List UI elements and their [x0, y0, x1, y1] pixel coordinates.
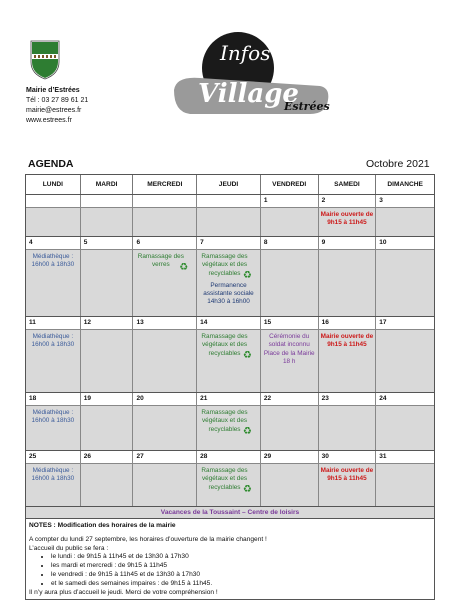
date-number: 25	[26, 451, 81, 463]
event-text: Médiathèque : 16h00 à 18h30	[31, 253, 75, 269]
day-cell	[319, 208, 377, 236]
date-number	[197, 195, 261, 207]
date-number: 29	[261, 451, 319, 463]
day-cell	[261, 406, 319, 450]
week-date-row	[26, 237, 434, 250]
day-cell	[376, 464, 434, 506]
day-cell	[319, 330, 377, 392]
day-cell	[133, 464, 197, 506]
week-events-row	[26, 330, 434, 392]
event-text: Ramassage des végétaux et des recyclables	[201, 467, 248, 491]
day-cell	[197, 250, 261, 316]
date-number: 14	[197, 317, 261, 329]
date-number: 18	[26, 393, 81, 405]
event-text: Mairie ouverte de 9h15 à 11h45	[320, 211, 374, 227]
day-cell	[376, 208, 434, 236]
calendar-week	[25, 236, 435, 316]
day-cell	[81, 208, 134, 236]
date-number: 28	[197, 451, 261, 463]
infos-village-logo	[170, 28, 330, 128]
date-number	[26, 195, 81, 207]
date-number: 6	[133, 237, 197, 249]
date-number: 20	[133, 393, 197, 405]
date-number: 21	[197, 393, 261, 405]
notes-hours-item: • et le samedi des semaines impaires : de 9h15 à 11h45.	[51, 580, 431, 589]
day-header-mardi: MARDI	[81, 175, 134, 194]
agenda-title: AGENDA	[28, 158, 74, 170]
recycle-icon: ♻	[242, 349, 252, 361]
day-cell	[81, 406, 134, 450]
date-number: 10	[376, 237, 434, 249]
event-text: Mairie ouverte de 9h15 à 11h45	[320, 333, 374, 349]
event-text: Mairie ouverte de 9h15 à 11h45	[320, 467, 374, 483]
day-cell	[81, 250, 134, 316]
day-cell	[376, 406, 434, 450]
week-events-row	[26, 464, 434, 506]
date-number: 11	[26, 317, 81, 329]
notes-intro-2: L’accueil du public se fera :	[29, 544, 109, 552]
day-cell	[376, 330, 434, 392]
notes-intro-1: A compter du lundi 27 septembre, les horaires d’ouverture de la mairie changent !	[29, 535, 267, 543]
week-events-row	[26, 250, 434, 316]
day-header-dimanche: DIMANCHE	[376, 175, 434, 194]
calendar-grid	[25, 174, 435, 600]
day-cell	[26, 250, 81, 316]
calendar-week	[25, 450, 435, 506]
event-text: Ramassage des verres	[137, 253, 184, 269]
week-date-row	[26, 393, 434, 406]
date-number: 17	[376, 317, 434, 329]
week-date-row	[26, 195, 434, 208]
notes-hours-item: • le vendredi : de 9h15 à 11h45 et de 13h30 à 17h30	[51, 571, 431, 580]
date-number: 24	[376, 393, 434, 405]
mairie-contact-block	[26, 86, 88, 126]
calendar-week	[25, 194, 435, 236]
date-number: 4	[26, 237, 81, 249]
day-cell	[133, 250, 197, 316]
day-cell	[26, 330, 81, 392]
date-number: 3	[376, 195, 434, 207]
event-text: Ramassage des végétaux et des recyclables	[201, 333, 248, 357]
day-cell	[197, 330, 261, 392]
calendar-weeks	[25, 194, 435, 506]
calendar-week	[25, 392, 435, 450]
notes-hours-item: • les mardi et mercredi : de 9h15 à 11h45	[51, 562, 431, 571]
date-number: 30	[319, 451, 377, 463]
event-text: Permanence assistante sociale 14h30 à 16h00	[203, 281, 254, 306]
notes-hours-item: • le lundi : de 9h15 à 11h45 et de 13h30 à 17h30	[51, 553, 431, 562]
date-number: 26	[81, 451, 134, 463]
agenda-month: Octobre 2021	[366, 158, 430, 170]
recycle-icon: ♻	[179, 261, 189, 273]
day-header-samedi: SAMEDI	[319, 175, 377, 194]
mairie-email[interactable]: mairie@estrees.fr	[26, 107, 82, 114]
recycle-icon: ♻	[242, 269, 252, 281]
day-cell	[81, 464, 134, 506]
notes-box	[25, 518, 435, 600]
date-number: 7	[197, 237, 261, 249]
day-header-mercredi: MERCREDI	[133, 175, 197, 194]
event-text: Médiathèque : 16h00 à 18h30	[31, 467, 75, 483]
logo-infos-text: Infos	[220, 41, 271, 65]
event-text: Médiathèque : 16h00 à 18h30	[31, 409, 75, 425]
day-cell	[319, 250, 377, 316]
day-cell	[261, 330, 319, 392]
date-number: 5	[81, 237, 134, 249]
logo-village-text: Village	[198, 79, 299, 109]
week-events-row	[26, 208, 434, 236]
day-cell	[376, 250, 434, 316]
date-number: 19	[81, 393, 134, 405]
logo-estrees-text: Estrées	[284, 100, 330, 113]
day-cell	[133, 208, 197, 236]
day-cell	[197, 208, 261, 236]
date-number: 22	[261, 393, 319, 405]
day-cell	[319, 406, 377, 450]
day-cell	[26, 464, 81, 506]
event-text: Ramassage des végétaux et des recyclables	[201, 253, 248, 277]
estrees-coat-of-arms-icon	[30, 40, 60, 80]
date-number	[81, 195, 134, 207]
day-cell	[26, 208, 81, 236]
day-header-jeudi: JEUDI	[197, 175, 261, 194]
date-number: 9	[319, 237, 377, 249]
day-cell	[261, 250, 319, 316]
day-cell	[133, 330, 197, 392]
day-header-vendredi: VENDREDI	[261, 175, 319, 194]
recycle-icon: ♻	[242, 425, 252, 437]
event-text: Cérémonie du soldat inconnu Place de la Mairie 18 h	[263, 333, 315, 365]
day-cell	[133, 406, 197, 450]
mairie-name: Mairie d’Estrées	[26, 87, 80, 94]
date-number: 1	[261, 195, 319, 207]
notes-hours-list	[29, 553, 431, 588]
mairie-website[interactable]: www.estrees.fr	[26, 117, 72, 124]
recycle-icon: ♻	[242, 483, 252, 495]
date-number: 31	[376, 451, 434, 463]
calendar-header-row	[25, 174, 435, 194]
date-number: 16	[319, 317, 377, 329]
date-number: 2	[319, 195, 377, 207]
notes-outro: Il n’y aura plus d’accueil le jeudi. Merci de votre compréhension !	[29, 588, 218, 596]
notes-title: NOTES : Modification des horaires de la mairie	[29, 522, 176, 529]
day-cell	[261, 208, 319, 236]
vacances-banner: Vacances de la Toussaint – Centre de loisirs	[25, 506, 435, 518]
event-text: Ramassage des végétaux et des recyclables	[201, 409, 248, 433]
date-number: 12	[81, 317, 134, 329]
day-cell	[81, 330, 134, 392]
date-number: 15	[261, 317, 319, 329]
week-date-row	[26, 451, 434, 464]
date-number: 23	[319, 393, 377, 405]
event-text: Médiathèque : 16h00 à 18h30	[31, 333, 75, 349]
day-cell	[197, 464, 261, 506]
date-number	[133, 195, 197, 207]
date-number: 27	[133, 451, 197, 463]
day-cell	[197, 406, 261, 450]
week-events-row	[26, 406, 434, 450]
day-header-lundi: LUNDI	[26, 175, 81, 194]
mairie-phone: Tél : 03 27 89 61 21	[26, 97, 89, 104]
calendar-week	[25, 316, 435, 392]
date-number: 8	[261, 237, 319, 249]
week-date-row	[26, 317, 434, 330]
day-cell	[261, 464, 319, 506]
day-cell	[26, 406, 81, 450]
date-number: 13	[133, 317, 197, 329]
day-cell	[319, 464, 377, 506]
